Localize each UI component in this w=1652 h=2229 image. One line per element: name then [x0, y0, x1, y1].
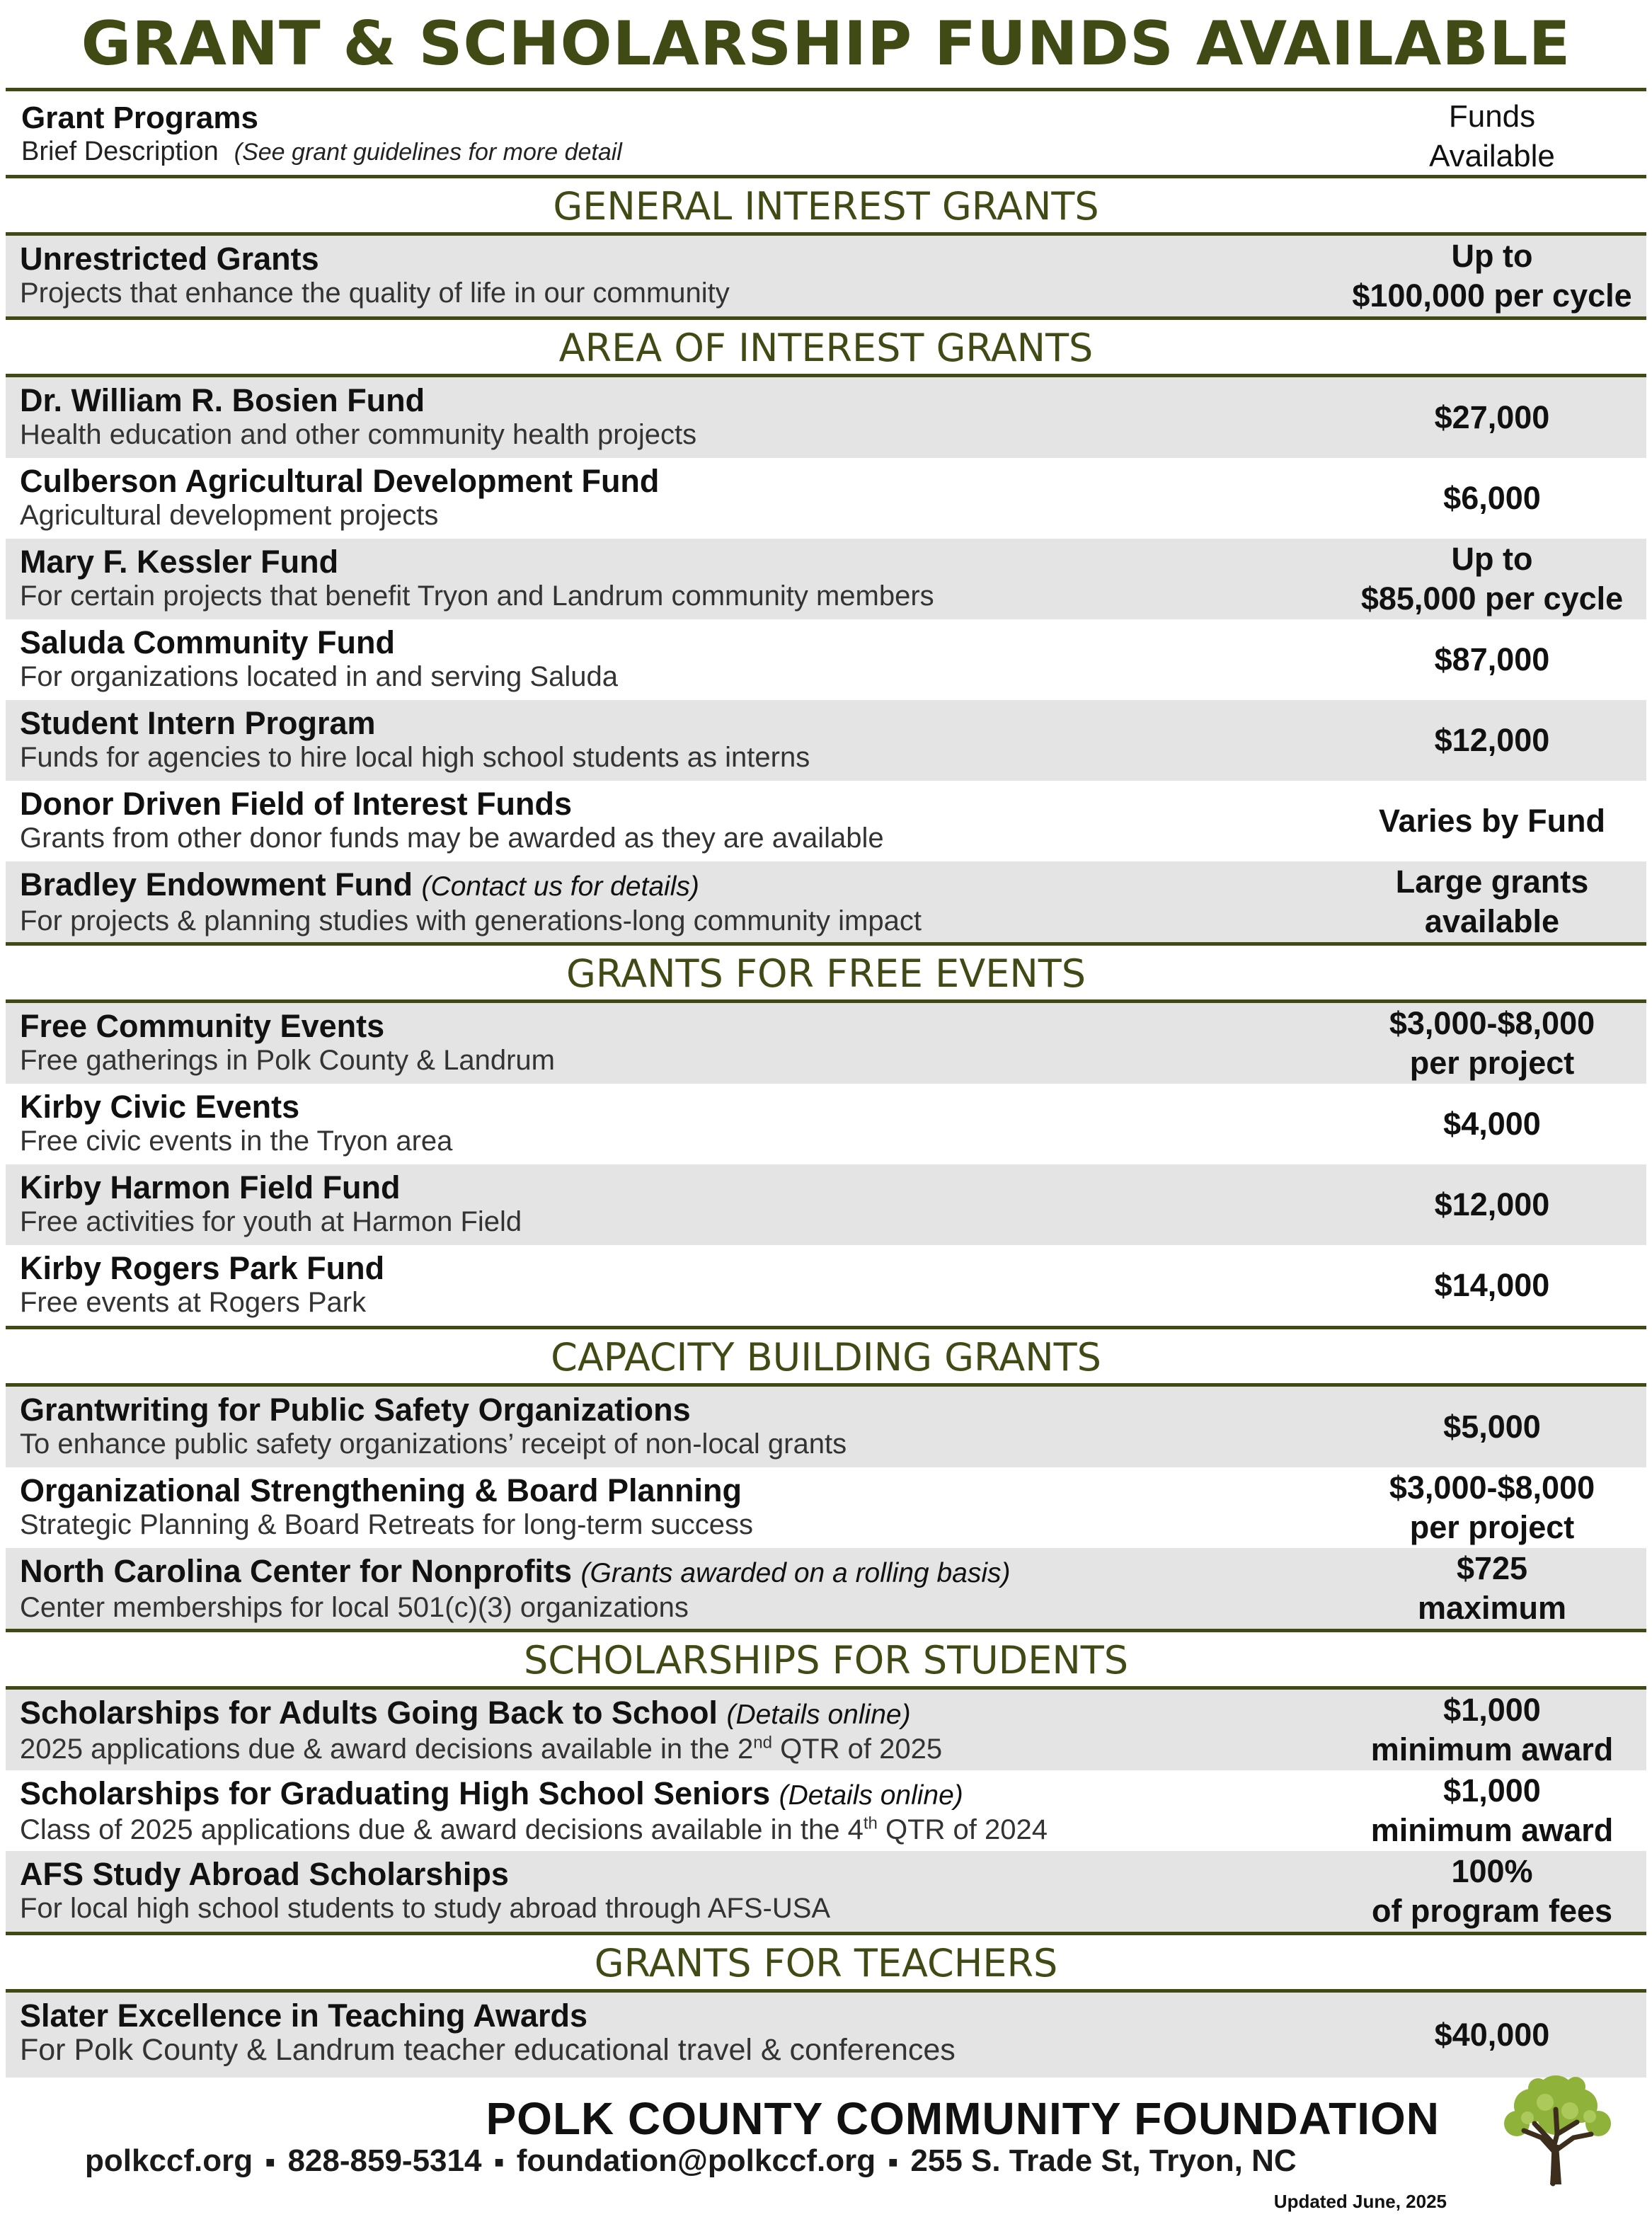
grant-description: Agricultural development projects: [20, 500, 439, 531]
grant-description: Projects that enhance the quality of life in our community: [20, 277, 730, 309]
grant-row: [6, 619, 1646, 700]
grant-description: Grants from other donor funds may be awarded as they are available: [20, 823, 884, 854]
grant-amount: $1,000: [1443, 1692, 1541, 1728]
grant-note: (Details online): [726, 1700, 911, 1730]
grant-description: For organizations located in and serving Saluda: [20, 661, 618, 692]
contact-line: [85, 2143, 1297, 2179]
header-programs: Grant Programs: [21, 101, 258, 135]
grant-name: Dr. William R. Bosien Fund: [20, 382, 425, 418]
grant-amount: $14,000: [1434, 1267, 1550, 1303]
column-header: [6, 91, 1646, 175]
section-title-general: GENERAL INTEREST GRANTS: [553, 184, 1099, 229]
page-title: GRANT & SCHOLARSHIP FUNDS AVAILABLE: [81, 8, 1571, 79]
grant-row: [6, 1003, 1646, 1084]
grant-name: Saluda Community Fund: [20, 624, 396, 660]
grant-description: For local high school students to study abroad through AFS-USA: [20, 1893, 831, 1924]
grant-note: (Contact us for details): [421, 871, 699, 902]
tree-icon: [1492, 2067, 1619, 2187]
grant-name: Kirby Civic Events: [20, 1089, 300, 1125]
grant-description: For Polk County & Landrum teacher educational travel & conferences: [20, 2033, 956, 2067]
grant-amount-detail: available: [1424, 903, 1560, 939]
grant-amount: $3,000-$8,000: [1389, 1469, 1595, 1506]
header-description: Brief Description: [21, 137, 219, 166]
grant-row: [6, 1770, 1646, 1851]
grant-description: Free events at Rogers Park: [20, 1287, 367, 1318]
grant-amount: Up to: [1451, 541, 1533, 577]
grant-name: Free Community Events: [20, 1008, 385, 1044]
grant-amount: $725: [1456, 1550, 1528, 1586]
section-title-capacity: CAPACITY BUILDING GRANTS: [551, 1335, 1101, 1380]
grant-description: Free civic events in the Tryon area: [20, 1125, 453, 1157]
grant-description: Free activities for youth at Harmon Field: [20, 1206, 522, 1237]
grant-amount-detail: of program fees: [1371, 1893, 1613, 1929]
grant-description: Class of 2025 applications due & award decisions available in the 4th QTR of 2024: [20, 1813, 1048, 1845]
grant-description: Funds for agencies to hire local high school students as interns: [20, 742, 810, 773]
grant-row: [6, 1993, 1646, 2078]
grant-name: Slater Excellence in Teaching Awards: [20, 1998, 588, 2034]
grant-row: [6, 458, 1646, 539]
grant-row: [6, 1548, 1646, 1629]
grant-name: Bradley Endowment Fund: [20, 866, 413, 903]
grant-name: Culberson Agricultural Development Fund: [20, 463, 660, 499]
grant-amount-detail: minimum award: [1370, 1812, 1614, 1848]
grant-name: AFS Study Abroad Scholarships: [20, 1856, 509, 1892]
grant-name: Organizational Strengthening & Board Planning: [20, 1472, 742, 1508]
header-note: (See grant guidelines for more detail: [234, 139, 622, 166]
grant-amount: $5,000: [1443, 1409, 1541, 1445]
footer: [0, 2067, 1652, 2229]
organization-name: POLK COUNTY COMMUNITY FOUNDATION: [486, 2093, 1440, 2144]
header-available: Available: [1429, 139, 1555, 173]
grant-name: Scholarships for Adults Going Back to School: [20, 1695, 718, 1731]
grant-amount-detail: minimum award: [1370, 1731, 1614, 1767]
section-title-teachers: GRANTS FOR TEACHERS: [594, 1941, 1058, 1986]
grant-name: Donor Driven Field of Interest Funds: [20, 786, 573, 822]
grant-name: Scholarships for Graduating High School Seniors: [20, 1775, 771, 1811]
grant-amount-detail: per project: [1409, 1509, 1575, 1545]
grant-amount: $4,000: [1443, 1106, 1541, 1142]
grant-row: [6, 861, 1646, 942]
grant-row: [6, 700, 1646, 781]
grant-amount-detail: $85,000 per cycle: [1360, 580, 1624, 617]
grant-description: For projects & planning studies with generations-long community impact: [20, 905, 922, 936]
grant-amount: $87,000: [1434, 641, 1550, 677]
grant-amount: 100%: [1451, 1853, 1533, 1889]
section-title-scholarships: SCHOLARSHIPS FOR STUDENTS: [523, 1638, 1129, 1683]
grant-row: [6, 1387, 1646, 1467]
section-title-events: GRANTS FOR FREE EVENTS: [566, 951, 1086, 996]
grant-amount: Up to: [1451, 238, 1533, 274]
grant-amount-detail: per project: [1409, 1045, 1575, 1081]
grant-row: [6, 1164, 1646, 1245]
website-link[interactable]: polkccf.org: [85, 2143, 253, 2178]
grant-note: (Details online): [779, 1780, 963, 1811]
grant-amount: $40,000: [1434, 2017, 1550, 2053]
grant-row: [6, 1851, 1646, 1932]
grant-name: Unrestricted Grants: [20, 241, 319, 277]
grant-amount: $12,000: [1434, 722, 1550, 758]
grant-row: [6, 539, 1646, 619]
grant-description: For certain projects that benefit Tryon and Landrum community members: [20, 580, 934, 612]
grant-description: Center memberships for local 501(c)(3) organizations: [20, 1592, 689, 1623]
grant-amount-detail: maximum: [1417, 1590, 1567, 1626]
grant-row: [6, 377, 1646, 458]
grant-note: (Grants awarded on a rolling basis): [580, 1558, 1011, 1588]
grant-amount: Large grants: [1395, 864, 1589, 900]
grant-amount: $1,000: [1443, 1772, 1541, 1809]
grant-description: Strategic Planning & Board Retreats for long-term success: [20, 1509, 754, 1540]
grant-description: To enhance public safety organizations’ receipt of non-local grants: [20, 1428, 847, 1460]
grant-name: Student Intern Program: [20, 705, 376, 741]
grant-row: [6, 1084, 1646, 1164]
section-title-area: AREA OF INTEREST GRANTS: [558, 326, 1094, 370]
grant-row: [6, 1245, 1646, 1326]
phone-number[interactable]: 828-859-5314: [287, 2143, 482, 2178]
grant-amount-detail: $100,000 per cycle: [1352, 277, 1632, 314]
separator-icon: ■: [494, 2153, 504, 2172]
email-link[interactable]: foundation@polkccf.org: [516, 2143, 876, 2178]
address: 255 S. Trade St, Tryon, NC: [910, 2143, 1297, 2178]
grant-amount: $6,000: [1443, 480, 1541, 516]
grant-name: Grantwriting for Public Safety Organizations: [20, 1392, 691, 1428]
grant-row: [6, 1467, 1646, 1548]
grant-name: North Carolina Center for Nonprofits: [20, 1553, 573, 1589]
grant-amount: Varies by Fund: [1378, 803, 1606, 839]
grant-name: Mary F. Kessler Fund: [20, 544, 339, 580]
updated-date: Updated June, 2025: [1273, 2191, 1447, 2212]
grant-amount: $12,000: [1434, 1186, 1550, 1222]
grant-row: [6, 236, 1646, 316]
grant-description: Health education and other community health projects: [20, 419, 697, 450]
grant-amount: $3,000-$8,000: [1389, 1005, 1595, 1041]
grant-description: Free gatherings in Polk County & Landrum: [20, 1045, 555, 1076]
grant-description: 2025 applications due & award decisions available in the 2nd QTR of 2025: [20, 1733, 943, 1765]
separator-icon: ■: [888, 2153, 898, 2172]
header-funds: Funds: [1448, 99, 1536, 134]
grant-row: [6, 1690, 1646, 1770]
grant-amount: $27,000: [1434, 399, 1550, 435]
grant-row: [6, 781, 1646, 861]
grant-sheet: [6, 0, 1646, 2078]
grant-name: Kirby Harmon Field Fund: [20, 1169, 401, 1205]
separator-icon: ■: [265, 2153, 275, 2172]
grant-name: Kirby Rogers Park Fund: [20, 1250, 385, 1286]
